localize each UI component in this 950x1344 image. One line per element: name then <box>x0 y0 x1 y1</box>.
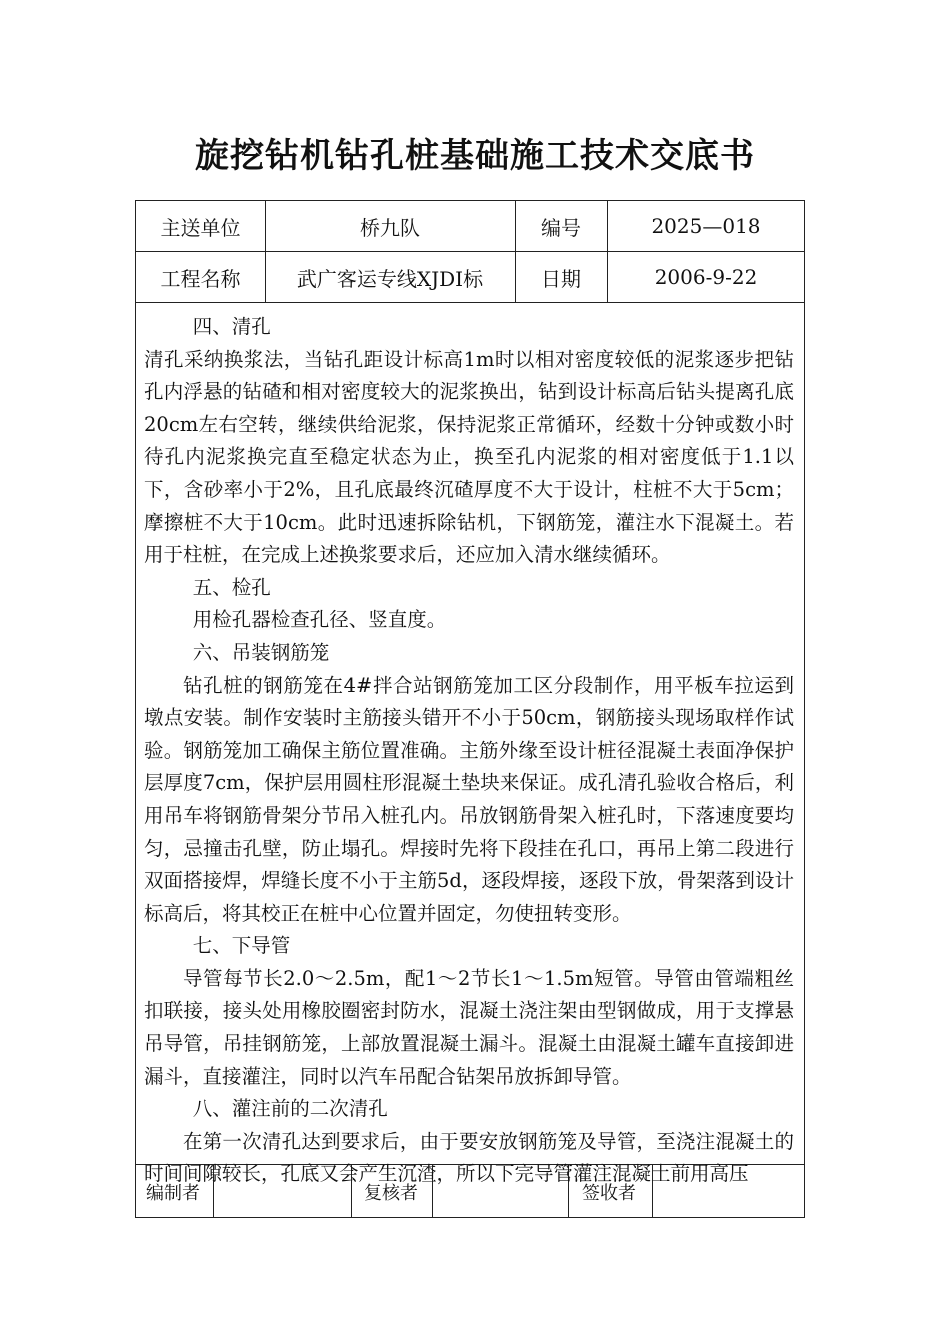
number-value: 2025—018 <box>651 214 761 238</box>
number-label: 编号 <box>541 215 581 240</box>
disclosure-body <box>144 311 794 1186</box>
project-label: 工程名称 <box>160 266 241 291</box>
section-5-title: 五、检孔 <box>192 575 271 599</box>
section-7-title: 七、下导管 <box>192 934 291 958</box>
section-8-text: 在第一次清孔达到要求后，由于要安放钢筋笼及导管，至浇注混凝土的时间间隙较长，孔底又会产生沉渣，所以下完导管灌注混凝土前用高压 <box>144 1129 794 1186</box>
sender-value: 桥九队 <box>360 215 420 240</box>
project-value: 武广客运专线XJDI标 <box>296 266 484 291</box>
sender-label: 主送单位 <box>160 215 241 240</box>
section-4-title: 四、清孔 <box>192 315 271 338</box>
date-label: 日期 <box>541 266 581 291</box>
section-4-text: 清孔采纳换浆法，当钻孔距设计标高1m时以相对密度较低的泥浆逐步把钻孔内浮悬的钻碴和相对密度较大的泥浆换出，钻到设计标高后钻头提离孔底20cm左右空转，继续供给泥浆，保持泥浆正常循环，经数十分钟或数小时待孔内泥浆换完直至稳定状态为止，换至孔内泥浆的相对密度低于1.1以下，含砂率小于2%，且孔底最终沉碴厚度不大于设计，柱桩不大于5cm；摩擦桩不大于10cm。此时迅速拆除钻机，下钢筋笼，灌注水下混凝土。若用于柱桩，在完成上述换浆要求后，还应加入清水继续循环。 <box>144 347 794 567</box>
document-title: 旋挖钻机钻孔桩基础施工技术交底书 <box>195 136 755 176</box>
section-6-title: 六、吊装钢筋笼 <box>192 640 330 664</box>
section-6-text: 钻孔桩的钢筋笼在4#拌合站钢筋笼加工区分段制作，用平板车拉运到墩点安装。制作安装时主筋接头错开不小于50cm，钢筋接头现场取样作试验。钢筋笼加工确保主筋位置准确。主筋外缘至设计桩径混凝土表面净保护层厚度7cm，保护层用圆柱形混凝土垫块来保证。成孔清孔验收合格后，利用吊车将钢筋骨架分节吊入桩孔内。吊放钢筋骨架入桩孔时，下落速度要均匀，忌撞击孔壁，防止塌孔。焊接时先将下段挂在孔口，再吊上第二段进行双面搭接焊，焊缝长度不小于主筋5d，逐段焊接，逐段下放，骨架落到设计标高后，将其校正在桩中心位置并固定，勿使扭转变形。 <box>144 673 794 925</box>
section-5-text: 用检孔器检查孔径、竖直度。 <box>192 608 447 632</box>
editor-label: 编制者 <box>146 1182 200 1204</box>
row-divider <box>136 302 804 303</box>
section-7-text: 导管每节长2.0～2.5m，配1～2节长1～1.5m短管。导管由管端粗丝扣联接，接头处用橡胶圈密封防水，混凝土浇注架由型钢做成，用于支撑悬吊导管，吊挂钢筋笼，上部放置混凝土漏斗。混凝土由混凝土罐车直接卸进漏斗，直接灌注，同时以汽车吊配合钻架吊放拆卸导管。 <box>144 966 794 1088</box>
date-value: 2006-9-22 <box>654 265 758 289</box>
receiver-label: 签收者 <box>582 1182 636 1204</box>
reviewer-label: 复核者 <box>364 1182 418 1204</box>
section-8-title: 八、灌注前的二次清孔 <box>192 1097 388 1121</box>
disclosure-table <box>135 200 805 1218</box>
